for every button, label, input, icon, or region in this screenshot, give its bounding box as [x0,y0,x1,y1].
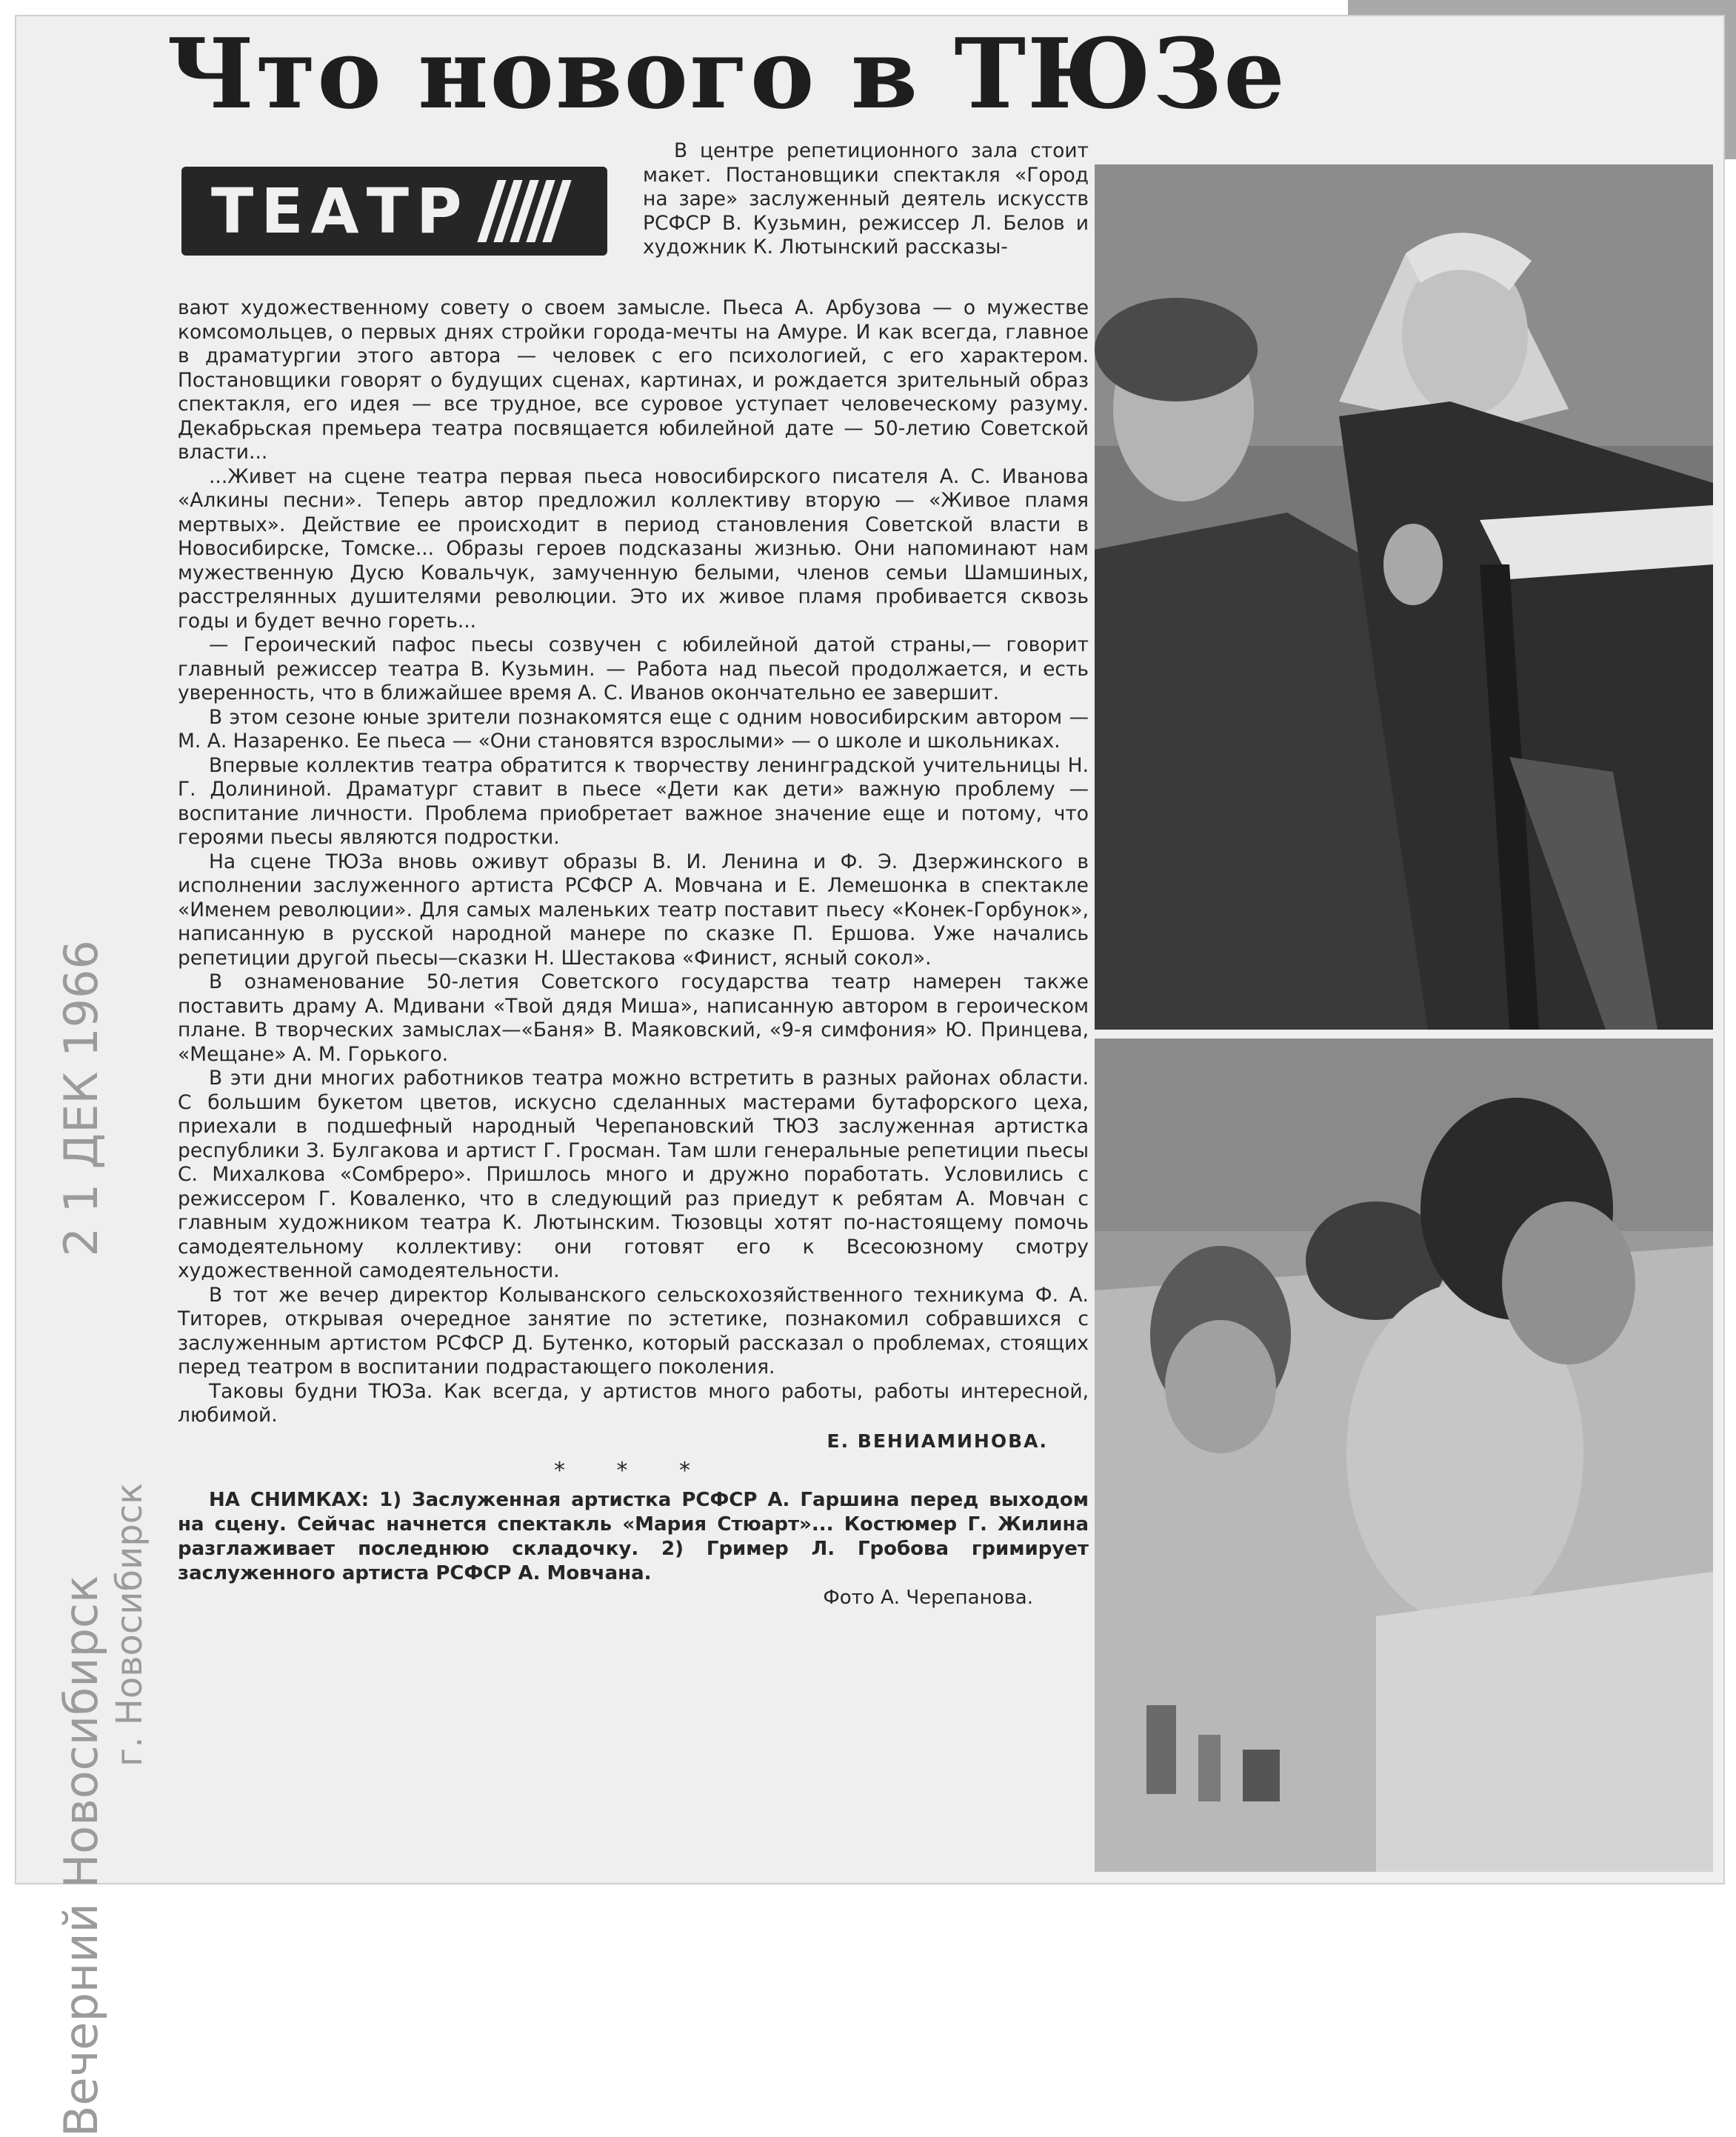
rubric-badge [181,167,607,256]
paragraph: В этом сезоне юные зрители познакомятся еще с одним новосибирским автором — М. А. Назаренко. Ее пьеса — «Они становятся взрослыми» — о школе и школьниках. [178,705,1089,753]
article-headline: Что нового в ТЮЗе [167,17,1286,130]
archive-stamp [56,493,167,2137]
photo-actress-costume [1095,164,1713,1030]
photo-2-image [1095,1039,1713,1872]
section-separator: * * * [553,1458,713,1484]
rubric-stripes-ornament [487,180,561,242]
photo-caption: НА СНИМКАХ: 1) Заслуженная артистка РСФСР А. Гаршина перед выходом на сцену. Сейчас начнется спектакль «Мария Стюарт»... Костюмер Г. Жилина разглаживает последнюю складочку. 2) Гример Л. Гробова гримирует заслуженного артиста РСФСР А. Мовчана. [178,1488,1089,1584]
intro-paragraph: В центре репетиционного зала стоит макет. Постановщики спектакля «Город на заре» заслуженный деятель искусств РСФСР В. Кузьмин, режиссер Л. Белов и художник К. Лютынский рассказы- [643,139,1089,259]
paragraph: В тот же вечер директор Колыванского сельскохозяйственного техникума Ф. А. Титорев, открывая очередное занятие по эстетике, познакомил собравшихся с заслуженным артистом РСФСР Д. Бутенко, который рассказал о проблемах, стоящих перед театром в воспитании подрастающего поколения. [178,1283,1089,1378]
rubric-label: ТЕАТР [211,175,470,247]
paragraph: — Героический пафос пьесы созвучен с юбилейной датой страны,— говорит главный режиссер театра В. Кузьмин. — Работа над пьесой продолжается, и есть уверенность, что в ближайшее время А. С. Иванов окончательно ее завершит. [178,633,1089,704]
paragraph: На сцене ТЮЗа вновь оживут образы В. И. Ленина и Ф. Э. Дзержинского в исполнении заслуженного артиста РСФСР А. Мовчана и Е. Лемешонка в спектакле «Именем революции». Для самых маленьких театр поставит пьесу «Конек-Горбунок», написанную в русской народной манере по сказке П. Ершова. Уже начались репетиции другой пьесы—сказки Н. Шестакова «Финист, ясный сокол». [178,850,1089,970]
paragraph: вают художественному совету о своем замысле. Пьеса А. Арбузова — о мужестве комсомольцев, о первых днях стройки города-мечты на Амуре. И как всегда, главное в драматургии этого автора — человек с его психологией, с его характером. Постановщики говорят о будущих сценах, картинах, и рождается зрительный образ спектакля, его идея — все трудное, все суровое уступает человеческому разуму. Декабрьская премьера театра посвящается юбилейной дате — 50-летию Советской власти... [178,296,1089,464]
paragraph: Впервые коллектив театра обратится к творчеству ленинградской учительницы Н. Г. Долининой. Драматург ставит в пьесе «Дети как дети» важную проблему — воспитание личности. Проблема приобретает важное значение еще и потому, что героями пьесы являются подростки. [178,753,1089,849]
photo-makeup-artist [1095,1039,1713,1872]
article-intro [643,139,1089,260]
stamp-city: г. Новосибирск [109,1482,150,1767]
stamp-line-main [56,493,107,2137]
author-byline: Е. ВЕНИАМИНОВА. [827,1430,1048,1452]
paragraph: В ознаменование 50-летия Советского государства театр намерен также поставить драму А. Мдивани «Твой дядя Миша», написанную автором в героическом плане. В творческих замыслах—«Баня» В. Маяковский, «9-я симфония» Ю. Принцева, «Мещане» А. М. Горького. [178,970,1089,1066]
stamp-newspaper: Вечерний Новосибирск [54,1575,108,2137]
paragraph: ...Живет на сцене театра первая пьеса новосибирского писателя А. С. Иванова «Алкины песни». Теперь автор предложил коллективу вторую — «Живое пламя мертвых». Действие ее происходит в период становления Советской власти в Новосибирске, Томске... Образы героев подсказаны жизнью. Они напоминают нам мужественную Дусю Ковальчук, замученную белыми, членов семьи Шамшиных, расстрелянных душителями революции. Это их живое пламя пробивается сквозь годы и будет вечно гореть... [178,464,1089,633]
paragraph: Таковы будни ТЮЗа. Как всегда, у артистов много работы, работы интересной, любимой. [178,1379,1089,1427]
article-body [178,296,1089,1610]
photo-1-image [1095,164,1713,1030]
photo-credit: Фото А. Черепанова. [823,1586,1033,1609]
stamp-date: 2 1 ДЕК 1966 [54,940,108,1257]
paragraph: В эти дни многих работников театра можно встретить в разных районах области. С большим букетом цветов, искусно сделанных мастерами бутафорского цеха, приехали в подшефный народный Черепановский ТЮЗ заслуженная артистка республики З. Булгакова и артист Г. Гросман. Там шли генеральные репетиции пьесы С. Михалкова «Сомбреро». Пришлось много и дружно поработать. Условились с режиссером Г. Коваленко, что в следующий раз приедут к ребятам А. Мовчан с главным художником театра К. Лютынским. Тюзовцы хотят по-настоящему помочь самодеятельному коллективу: они готовят его к Всесоюзному смотру художественной самодеятельности. [178,1067,1089,1282]
